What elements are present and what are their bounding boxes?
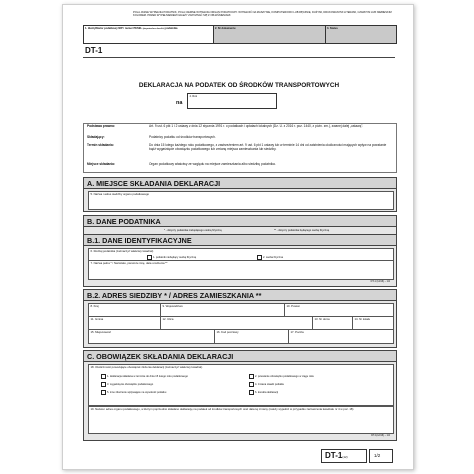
full-name-label: 7. Nazwa pełna * / Nazwisko, pierwsze imię, data urodzenia ** xyxy=(90,260,168,265)
section-c-footer-code: DT-1(12/16) – 1/2 xyxy=(371,433,390,437)
reason-option-4-label: 4. zmiana stawki podatku xyxy=(255,383,285,387)
postal-code-label: 16. Kod pocztowy xyxy=(216,329,239,334)
checkbox[interactable] xyxy=(249,382,254,387)
year-prefix: na xyxy=(176,100,183,106)
option-legal-entity[interactable] xyxy=(147,255,196,260)
footer-page-number: 1/2 xyxy=(374,453,381,458)
street-label: 12. Ulica xyxy=(162,316,174,321)
checkbox[interactable] xyxy=(249,390,254,395)
checkbox[interactable] xyxy=(147,255,152,260)
document-number-field xyxy=(213,25,327,44)
checkbox[interactable] xyxy=(257,255,262,260)
checkbox[interactable] xyxy=(249,374,254,379)
reason-option-3[interactable] xyxy=(101,382,153,387)
reason-option-2[interactable] xyxy=(249,374,314,379)
status-field xyxy=(325,25,397,44)
tax-office-label: 5. Nazwa i adres siedziby organu podatkowego xyxy=(90,191,150,196)
place-text: Organ podatkowy właściwy ze względu na miejsce zamieszkania albo siedzibę podatnika. xyxy=(149,162,276,166)
deadline-text: Do dnia 15 lutego każdego roku podatkowego, z zastrzeżeniem art. 9 ust. 6 pkt 1 ustawy lub w terminie 14 dni od zaistnienia okoliczności mających wpływ na powstanie bądź wygaśnięcie obowiązku podatkowego lub zmianę miejsca zamieszkania lub siedziby. xyxy=(149,143,387,151)
nip-pesel-paren: (niepotrzebne skreślić) xyxy=(142,28,165,30)
deadline-label: Termin składania: xyxy=(87,143,114,147)
form-code: DT-1 xyxy=(85,46,103,55)
country-label: 8. Kraj xyxy=(90,303,99,308)
footer-form-code: DT-1 xyxy=(325,451,343,460)
place-label: Miejsce składania: xyxy=(87,162,115,166)
section-b-title: B. DANE PODATNIKA xyxy=(87,217,161,226)
section-b2-title: B.2. ADRES SIEDZIBY * / ADRES ZAMIESZKANIA ** xyxy=(87,291,262,300)
apartment-number-label: 14. Nr lokalu xyxy=(354,316,371,321)
previous-office-field[interactable] xyxy=(88,406,394,434)
form-page xyxy=(62,4,414,470)
reason-option-1-label: 1. deklaracja składana w terminie do dnia 15 lutego roku podatkowego xyxy=(107,375,188,379)
instructions-note: POLA JASNE WYPEŁNIA PODATNIK, POLA CIEMNE WYPEŁNIA ORGAN PODATKOWY. WYPEŁNIĆ NA MASZYNIE, KOMPUTEROWO LUB RĘCZNIE, DUŻYMI, DRUKOWANYMI LITERAMI, CZARNYM LUB NIEBIESKIM KOLOREM. PRZED WYPEŁNIENIEM NALEŻY ZAPOZNAĆ SIĘ Z OBJAŚNIENIAMI. xyxy=(133,11,392,17)
legal-basis-label: Podstawa prawna: xyxy=(87,124,115,128)
document-number-label: 2. Nr dokumentu xyxy=(215,27,236,30)
postal-code-field[interactable] xyxy=(214,329,290,344)
nip-pesel-label: 1. Identyfikator podatkowy NIP / numer PESEL xyxy=(85,27,142,30)
section-c-body xyxy=(83,361,397,441)
checkbox[interactable] xyxy=(101,390,106,395)
footer-form-suffix: (12) xyxy=(342,455,348,459)
voivodeship-label: 9. Województwo xyxy=(162,303,183,308)
submitter-label: Składający: xyxy=(87,135,105,139)
legal-basis-text: Art. 9 ust. 6 pkt 1 i 2 ustawy z dnia 12 stycznia 1991 r. o podatkach i opłatach lokalnych (Dz. U. z 2016 r. poz. 1440, z późn. zm.), zwanej dalej „ustawą”. xyxy=(149,124,364,128)
reason-option-1[interactable] xyxy=(101,374,188,379)
city-field[interactable] xyxy=(88,329,216,344)
reason-option-6-label: 6. korekta deklaracji xyxy=(255,391,279,395)
option-natural-person-label: 2. osoba fizyczna xyxy=(263,255,284,259)
previous-office-label: 19. Nazwa i adres organu podatkowego, w którym poprzednio składano deklarację na podatek od środków transportowych oraz data tej zmiany (należy wypełnić w przypadku zaznaczenia kwadratu nr 4 w poz. 18) xyxy=(90,406,354,411)
checkbox[interactable] xyxy=(101,382,106,387)
tax-office-field[interactable] xyxy=(88,191,394,210)
reason-option-3-label: 3. wygaśnięcie obowiązku podatkowego xyxy=(107,383,154,387)
commune-label: 11. Gmina xyxy=(90,316,104,321)
nip-pesel-suffix: podatnika xyxy=(165,27,178,30)
section-c-title: C. OBOWIĄZEK SKŁADANIA DEKLARACJI xyxy=(87,352,234,361)
reason-option-5[interactable] xyxy=(101,390,166,395)
legend-legal-entity: * - dotyczy podatnika niebędącego osobą fizyczną xyxy=(164,229,222,232)
option-legal-entity-label: 1. podatnik niebędący osobą fizyczną xyxy=(153,255,197,259)
section-a-body xyxy=(83,188,397,212)
footer-form-box xyxy=(321,449,367,463)
section-b1-body xyxy=(83,245,397,287)
house-number-label: 13. Nr domu xyxy=(314,316,330,321)
obligation-reason-label: 18. Okoliczności powodujące obowiązek złożenia deklaracji (zaznaczyć właściwy kwadrat) xyxy=(90,364,203,369)
reason-option-6[interactable] xyxy=(249,390,278,395)
divider xyxy=(83,57,395,58)
option-natural-person[interactable] xyxy=(257,255,283,260)
full-name-field[interactable] xyxy=(88,260,394,280)
taxpayer-type-label: 6. Rodzaj podatnika (zaznaczyć właściwy kwadrat) xyxy=(90,248,154,253)
reason-option-4[interactable] xyxy=(249,382,284,387)
form-title: DEKLARACJA NA PODATEK OD ŚRODKÓW TRANSPORTOWYCH xyxy=(138,82,340,89)
year-field[interactable] xyxy=(187,93,277,109)
reason-option-5-label: 5. inne zdarzenie wpływające na wysokość podatku xyxy=(107,391,167,395)
section-b1-footer-code: DT-1 (12/16) – 1/2 xyxy=(370,279,390,283)
footer-page-box xyxy=(369,449,393,463)
submitter-text: Podatnicy podatku od środków transportowych. xyxy=(149,135,216,139)
checkbox[interactable] xyxy=(101,374,106,379)
section-b2-body xyxy=(83,300,397,348)
post-office-label: 17. Poczta xyxy=(290,329,304,334)
section-a-title: A. MIEJSCE SKŁADANIA DEKLARACJI xyxy=(87,179,221,188)
city-label: 15. Miejscowość xyxy=(90,329,112,334)
section-b1-title: B.1. DANE IDENTYFIKACYJNE xyxy=(87,236,192,245)
legend-natural-person: ** - dotyczy podatnika będącego osobą fizyczną xyxy=(274,229,330,232)
county-label: 10. Powiat xyxy=(286,303,300,308)
post-office-field[interactable] xyxy=(288,329,394,344)
status-label: 3. Status xyxy=(327,27,338,30)
reason-option-2-label: 2. powstanie obowiązku podatkowego w ciągu roku xyxy=(255,375,314,379)
year-label: 4. Rok xyxy=(189,95,197,98)
obligation-reason-field xyxy=(88,364,394,406)
nip-pesel-field[interactable] xyxy=(83,25,215,44)
